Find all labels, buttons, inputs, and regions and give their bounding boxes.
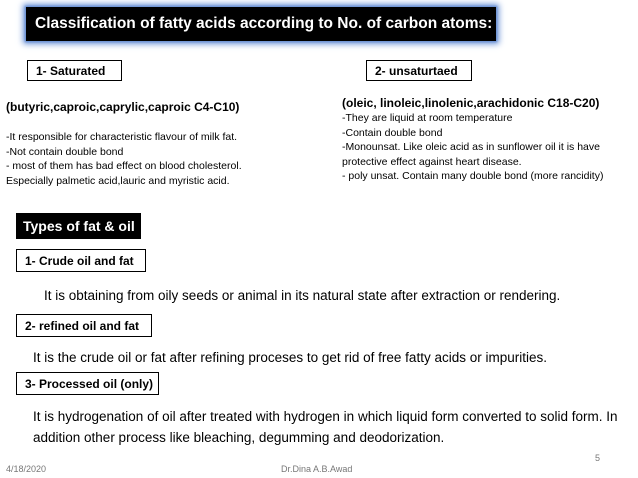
refined-label: 2- refined oil and fat bbox=[16, 314, 152, 337]
crude-text: It is obtaining from oily seeds or animal in its natural state after extraction or rendering. bbox=[44, 288, 561, 303]
processed-label: 3- Processed oil (only) bbox=[16, 372, 159, 395]
types-heading: Types of fat & oil bbox=[16, 213, 141, 239]
page-number: 5 bbox=[595, 453, 601, 463]
saturated-heading: (butyric,caproic,caprylic,caproic C4-C10) bbox=[6, 100, 240, 114]
unsaturated-label: 2- unsaturtaed bbox=[366, 60, 472, 81]
unsaturated-line: -Monounsat. Like oleic acid as in sunflower oil it is have bbox=[342, 141, 600, 153]
unsaturated-line: protective effect against heart disease. bbox=[342, 155, 522, 168]
unsaturated-line: -They are liquid at room temperature bbox=[342, 112, 513, 124]
processed-text: It is hydrogenation of oil after treated with hydrogen in which liquid form converted to solid form. In addition other process like bleaching, degumming and deodorization. bbox=[33, 409, 618, 445]
slide-title: Classification of fatty acids according to No. of carbon atoms: bbox=[26, 7, 496, 41]
saturated-line: -Not contain double bond bbox=[6, 145, 124, 158]
saturated-list bbox=[6, 130, 242, 188]
footer-author: Dr.Dina A.B.Awad bbox=[281, 464, 353, 474]
crude-label: 1- Crude oil and fat bbox=[16, 249, 146, 272]
saturated-line: - most of them has bad effect on blood cholesterol. bbox=[6, 160, 242, 172]
footer-date: 4/18/2020 bbox=[6, 464, 47, 474]
saturated-label: 1- Saturated bbox=[27, 60, 122, 81]
unsaturated-heading: (oleic, linoleic,linolenic,arachidonic C18-C20) bbox=[342, 96, 600, 110]
unsaturated-line: -Contain double bond bbox=[342, 126, 443, 139]
unsaturated-line: - poly unsat. Contain many double bond (more rancidity) bbox=[342, 170, 604, 182]
saturated-line: Especially palmetic acid,lauric and myristic acid. bbox=[6, 174, 230, 187]
unsaturated-list bbox=[342, 111, 603, 184]
refined-text: It is the crude oil or fat after refining proceses to get rid of free fatty acids or impurities. bbox=[33, 350, 547, 365]
saturated-line: -It responsible for characteristic flavour of milk fat. bbox=[6, 131, 238, 143]
